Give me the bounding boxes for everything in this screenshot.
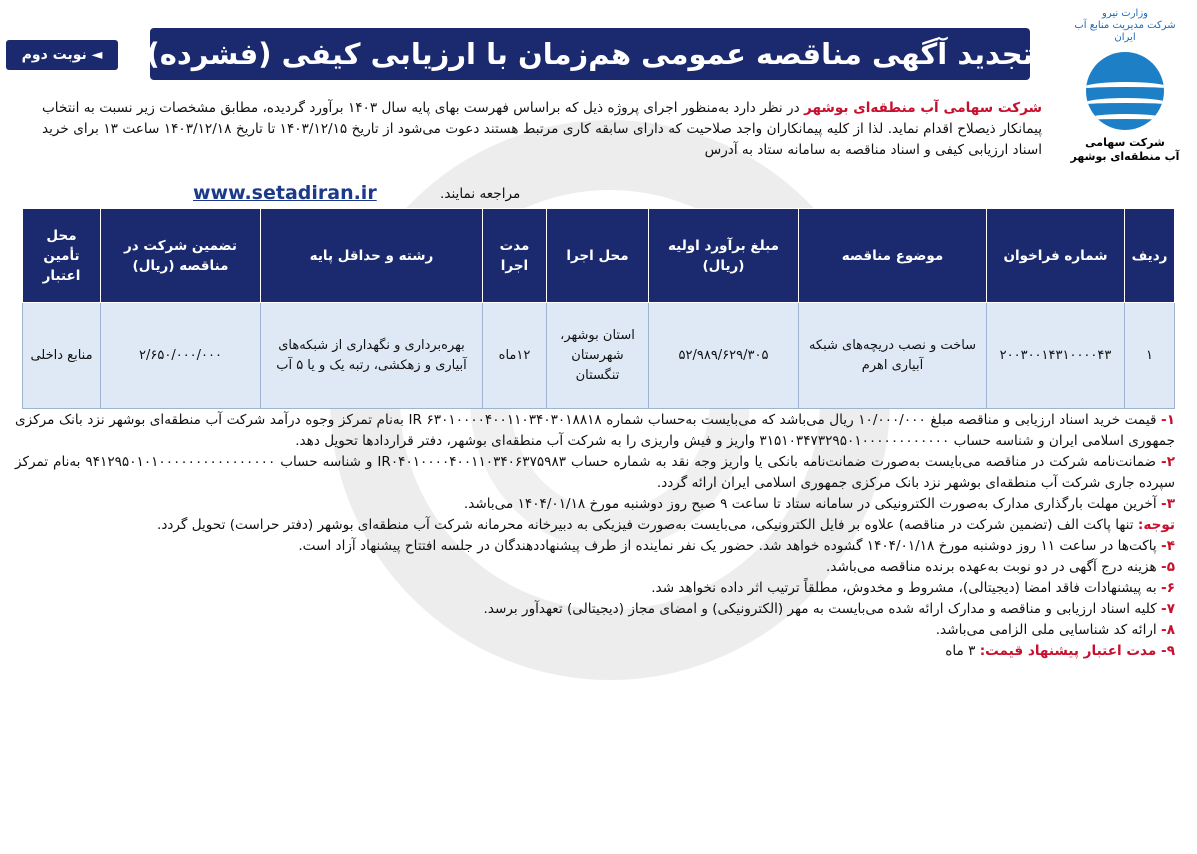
note-item	[15, 536, 1175, 557]
note-item	[15, 599, 1175, 620]
note-item	[15, 578, 1175, 599]
note-item	[15, 641, 1175, 662]
note-validity-label: ۹- مدت اعتبار پیشنهاد قیمت:	[979, 643, 1175, 659]
table-row	[23, 303, 1175, 409]
note-text: آخرین مهلت بارگذاری مدارک به‌صورت الکترونیکی در سامانه ستاد تا ساعت ۹ صبح روز دوشنبه مورخ ۱۴۰۴/۰۱/۱۸ می‌باشد.	[463, 496, 1162, 512]
note-text: کلیه اسناد ارزیابی و مناقصه و مدارک ارائه شده می‌بایست به مهر (الکترونیکی) و امضای مجاز (دیجیتالی) تعهدآور برسد.	[483, 601, 1162, 617]
col-header-duration: مدت اجرا	[483, 209, 547, 303]
note-number: ۵-	[1161, 559, 1175, 575]
cell-call-number: ۲۰۰۳۰۰۱۴۳۱۰۰۰۰۴۳	[987, 303, 1125, 409]
col-header-subject: موضوع مناقصه	[799, 209, 987, 303]
cell-row-number: ۱	[1125, 303, 1175, 409]
cell-duration: ۱۲ماه	[483, 303, 547, 409]
intro-suffix: مراجعه نمایند.	[440, 186, 521, 202]
logo-name-line2: آب منطقه‌ای بوشهر	[1070, 150, 1180, 163]
note-text: هزینه درج آگهی در دو نوبت به‌عهده برنده مناقصه می‌باشد.	[826, 559, 1162, 575]
intro-paragraph	[42, 98, 1042, 161]
logo-ministry-text: وزارت نیرو شرکت مدیریت منابع آب ایران	[1074, 8, 1176, 43]
note-text: تنها پاکت الف (تضمین شرکت در مناقصه) علاوه بر فایل الکترونیکی، می‌بایست به‌صورت فیزیکی به دبیرخانه محرمانه شرکت آب منطقه‌ای بوشهر (دفتر حراست) تحویل گردد.	[157, 517, 1138, 533]
note-attention-label: توجه:	[1137, 517, 1175, 533]
notes-list	[15, 410, 1175, 662]
col-header-field-grade: رشته و حداقل پایه	[261, 209, 483, 303]
company-logo	[1065, 8, 1185, 198]
note-number: ۸-	[1161, 622, 1175, 638]
intro-text: در نظر دارد به‌منظور اجرای پروژه ذیل که براساس فهرست بهای پایه سال ۱۴۰۳ برآورد گردیده، مطابق مشخصات زیر نسبت به انتخاب پیمانکار ذیصلاح اقدام نماید. لذا از کلیه پیمانکاران واجد صلاحیت که دارای سابقه کاری مرتبط هستند دعوت می‌شود از تاریخ ۱۴۰۳/۱۲/۱۵ تا تاریخ ۱۴۰۳/۱۲/۱۸ ساعت ۱۳ برای خرید اسناد ارزیابی کیفی و اسناد مناقصه به سامانه ستاد به آدرس	[42, 100, 1043, 158]
cell-location: استان بوشهر، شهرستان تنگستان	[547, 303, 649, 409]
col-header-location: محل اجرا	[547, 209, 649, 303]
col-header-estimate: مبلغ برآورد اولیه (ریال)	[649, 209, 799, 303]
note-number: ۷-	[1161, 601, 1175, 617]
note-item	[15, 494, 1175, 515]
note-item	[15, 620, 1175, 641]
note-number: ۶-	[1161, 580, 1175, 596]
cell-funding: منابع داخلی	[23, 303, 101, 409]
col-header-call-number: شماره فراخوان	[987, 209, 1125, 303]
note-item	[15, 452, 1175, 494]
note-text: ارائه کد شناسایی ملی الزامی می‌باشد.	[935, 622, 1162, 638]
note-item	[15, 515, 1175, 536]
col-header-row-number: ردیف	[1125, 209, 1175, 303]
note-text: ۳ ماه	[945, 643, 980, 659]
page-title: تجدید آگهی مناقصه عمومی هم‌زمان با ارزیابی کیفی (فشرده)	[146, 37, 1034, 71]
note-text: ضمانت‌نامه شرکت در مناقصه می‌بایست به‌صورت ضمانت‌نامه بانکی یا واریز وجه نقد به شماره حساب IR۰۴۰۱۰۰۰۰۴۰۰۱۱۰۳۴۰۶۳۷۵۹۸۳ و شناسه حساب ۹۴۱۲۹۵۰۱۰۱۰۰۰۰۰۰۰۰۰۰۰۰۰۰۰۰ به‌نام تمرکز سپرده جاری شرکت آب منطقه‌ای بوشهر نزد بانک مرکزی جمهوری اسلامی ایران ارائه گردد.	[15, 454, 1175, 491]
col-header-guarantee: تضمین شرکت در مناقصه (ریال)	[101, 209, 261, 303]
round-badge: ◄ نوبت دوم	[6, 40, 118, 70]
tender-table	[22, 208, 1175, 409]
title-banner	[146, 28, 1034, 80]
note-text: پاکت‌ها در ساعت ۱۱ روز دوشنبه مورخ ۱۴۰۴/۰۱/۱۸ گشوده خواهد شد. حضور یک نفر نماینده از طرف پیشنهاددهندگان در جلسه افتتاح پیشنهاد آزاد است.	[298, 538, 1162, 554]
cell-field-grade: بهره‌برداری و نگهداری از شبکه‌های آبیاری و زهکشی، رتبه یک و یا ۵ آب	[261, 303, 483, 409]
note-item	[15, 410, 1175, 452]
note-item	[15, 557, 1175, 578]
note-text: به پیشنهادات فاقد امضا (دیجیتالی)، مشروط و مخدوش، مطلقاً ترتیب اثر داده نخواهد شد.	[651, 580, 1162, 596]
note-number: ۳-	[1161, 496, 1175, 512]
logo-name-line1: شرکت سهامی	[1085, 136, 1165, 149]
company-name: شرکت سهامی آب منطقه‌ای بوشهر	[804, 100, 1043, 116]
note-number: ۲-	[1161, 454, 1176, 470]
water-drop-icon	[1086, 52, 1164, 130]
setad-link[interactable]: www.setadiran.ir	[193, 182, 377, 204]
note-number: ۱-	[1161, 412, 1176, 428]
cell-subject: ساخت و نصب دریچه‌های شبکه آبیاری اهرم	[799, 303, 987, 409]
cell-guarantee: ۲/۶۵۰/۰۰۰/۰۰۰	[101, 303, 261, 409]
note-text: قیمت خرید اسناد ارزیابی و مناقصه مبلغ ۱۰/۰۰۰/۰۰۰ ریال می‌باشد که می‌بایست به‌حساب شماره IR ۶۳۰۱۰۰۰۰۴۰۰۱۱۰۳۴۰۳۰۱۸۸۱۸ به‌نام تمرکز وجوه درآمد شرکت آب منطقه‌ای بوشهر نزد بانک مرکزی جمهوری اسلامی ایران و شناسه حساب ۳۱۵۱۰۳۴۷۳۲۹۵۰۱۰۰۰۰۰۰۰۰۰۰۰۰ واریز و فیش واریزی را به شرکت آب منطقه‌ای بوشهر، دفتر قراردادها تحویل دهد.	[15, 412, 1175, 449]
col-header-funding: محل تأمین اعتبار	[23, 209, 101, 303]
note-number: ۴-	[1161, 538, 1175, 554]
table-header-row	[23, 209, 1175, 303]
cell-estimate: ۵۲/۹۸۹/۶۲۹/۳۰۵	[649, 303, 799, 409]
